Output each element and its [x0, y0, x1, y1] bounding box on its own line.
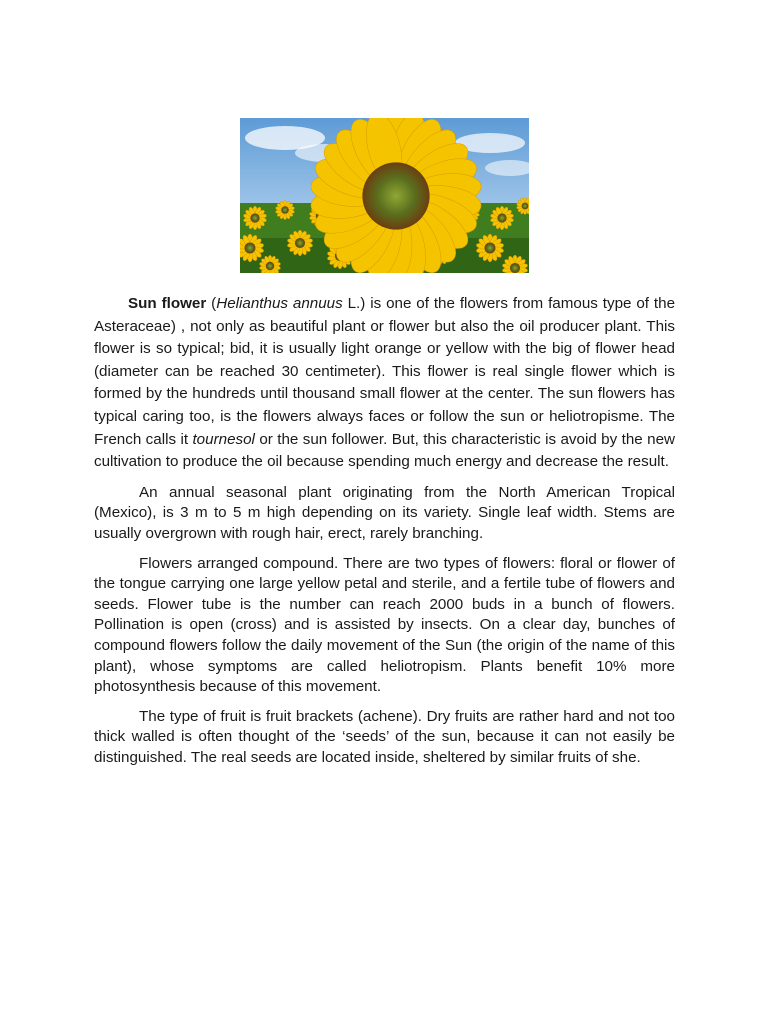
- term-sun-flower: Sun flower: [128, 295, 207, 312]
- sunflower-photo: [240, 118, 529, 273]
- sunflower-illustration: [240, 118, 529, 273]
- paragraph-origin: An annual seasonal plant originating from the North American Tropical (Mexico), is 3 m to 5 m high depending on its variety. Single leaf width. Stems are usually overgrown with rough hair, erect, rarely branching.: [94, 483, 675, 542]
- paragraph-fruit: The type of fruit is fruit brackets (achene). Dry fruits are rather hard and not too thick walled is often thought of the ‘seeds’ of the sun, because it can not easily be distinguished. The real seeds are located inside, sheltered by similar fruits of she.: [94, 707, 675, 766]
- article-body: [94, 293, 675, 777]
- paragraph-intro: Sun flower (Helianthus annuus L.) is one of the flowers from famous type of the Asteraceae) , not only as beautiful plant or flower but also the oil producer plant. This flower is so typical; bid, it is usually light orange or yellow with the big of flower head (diameter can be reached 30 centimeter). This flower is real single flower which is formed by the hundreds until thousand small flower at the center. The sun flowers has typical caring too, is the flowers always faces or follow the sun or heliotropisme. The French calls it tournesol or the sun follower. But, this characteristic is avoid by the new cultivation to produce the oil because spending much energy and decrease the result.: [94, 295, 676, 471]
- scientific-name: Helianthus annuus: [216, 295, 343, 312]
- french-name: tournesol: [192, 430, 255, 448]
- paragraph-flowers: Flowers arranged compound. There are two types of flowers: floral or flower of the tongue carrying one large yellow petal and sterile, and a fertile tube of flowers and seeds. Flower tube is the number can reach 2000 buds in a bunch of flowers. Pollination is open (cross) and is assisted by insects. On a clear day, bunches of compound flowers follow the daily movement of the Sun (the origin of the name of this plant), whose symptoms are called heliotropism. Plants benefit 10% more photosynthesis because of this movement.: [94, 554, 675, 696]
